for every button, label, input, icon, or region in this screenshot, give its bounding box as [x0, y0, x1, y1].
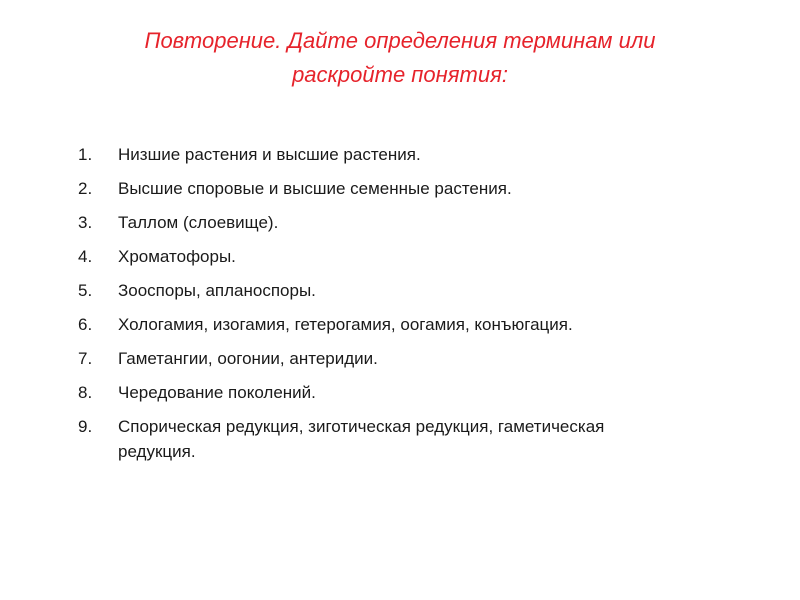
list-item-number: 4. — [78, 247, 93, 266]
list-item-text: Чередование поколений. — [118, 383, 316, 402]
list-item — [78, 414, 678, 464]
slide-title-line-2: раскройте понятия: — [292, 62, 508, 87]
list-item — [78, 346, 678, 371]
list-item-number: 1. — [78, 145, 93, 164]
list-item-text: Хологамия, изогамия, гетерогамия, оогамия, конъюгация. — [118, 315, 573, 334]
list-item-number: 8. — [78, 383, 93, 402]
list-item — [78, 210, 678, 235]
list-item-text: Зооспоры, апланоспоры. — [118, 281, 316, 300]
list-item — [78, 312, 678, 337]
list-item — [78, 142, 678, 167]
list-item-number: 5. — [78, 281, 93, 300]
list-item — [78, 244, 678, 269]
list-item-text: Таллом (слоевище). — [118, 213, 279, 232]
list-item-text: Гаметангии, оогонии, антеридии. — [118, 349, 378, 368]
list-item — [78, 176, 678, 201]
terms-list — [78, 142, 678, 473]
list-item-text: Низшие растения и высшие растения. — [118, 145, 421, 164]
slide-title-line-1: Повторение. Дайте определения терминам или — [144, 28, 656, 53]
list-item — [78, 380, 678, 405]
list-item-number: 2. — [78, 179, 93, 198]
list-item-text: Высшие споровые и высшие семенные растения. — [118, 179, 512, 198]
list-item-number: 3. — [78, 213, 93, 232]
list-item-text: Спорическая редукция, зиготическая редукция, гаметическая редукция. — [118, 417, 605, 461]
list-item-number: 9. — [78, 417, 93, 436]
list-item-number: 7. — [78, 349, 93, 368]
list-item-text: Хроматофоры. — [118, 247, 236, 266]
list-item — [78, 278, 678, 303]
slide-title — [60, 24, 740, 92]
list-item-number: 6. — [78, 315, 93, 334]
